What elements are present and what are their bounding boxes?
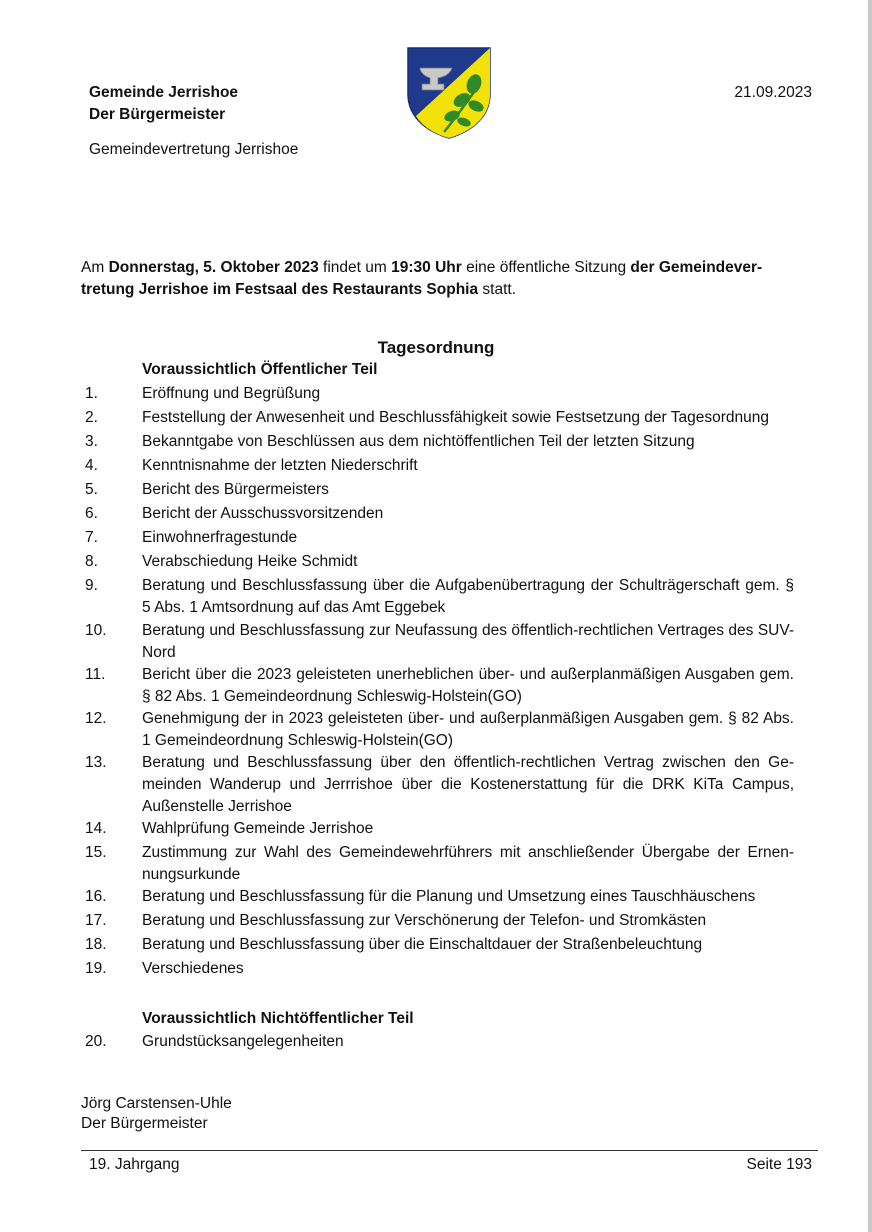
agenda-item-text: Verabschiedung Heike Schmidt (142, 553, 358, 570)
signature-block (81, 1094, 232, 1134)
agenda-item-text: Beratung und Beschlussfassung über den öffentlich-rechtlichen Vertrag zwischen den Ge-meinden Wanderup und Jerrrishoe über die Kostenerstattung für die DRK KiTa Campus, Außenstelle Jerrishoe (142, 754, 794, 815)
agenda-item-text: Feststellung der Anwesenheit und Beschlussfähigkeit sowie Festsetzung der Tagesordnung (142, 409, 769, 426)
signer-role: Der Bürgermeister (81, 1115, 208, 1132)
agenda-item-text: Einwohnerfragestunde (142, 529, 298, 546)
agenda-item-text: Bericht über die 2023 geleisteten unerheblichen über- und außerplanmäßigen Ausgaben gem. § 82 Abs. 1 Gemeindeordnung Schleswig-Holstein(GO) (142, 666, 794, 705)
agenda-item-number: 4. (85, 457, 98, 474)
meeting-announcement (81, 257, 795, 301)
agenda-item-number: 2. (85, 409, 98, 426)
agenda-item-number: 20. (85, 1033, 107, 1050)
agenda-title: Tagesordnung (377, 338, 495, 357)
agenda-item-text: Bericht der Ausschussvorsitzenden (142, 505, 384, 522)
agenda-item-number: 9. (85, 577, 98, 594)
agenda-item-text: Grundstücksangelegenheiten (142, 1033, 344, 1050)
agenda-item-number: 10. (85, 622, 107, 639)
official-title: Der Bürgermeister (89, 106, 226, 123)
agenda-item-number: 5. (85, 481, 98, 498)
agenda-item-number: 16. (85, 888, 107, 905)
agenda-item-text: Zustimmung zur Wahl des Gemeindewehrführers mit anschließender Übergabe der Ernen-nungsurkunde (142, 844, 794, 883)
signer-name: Jörg Carstensen-Uhle (81, 1095, 232, 1112)
agenda-item-number: 7. (85, 529, 98, 546)
agenda-item-number: 17. (85, 912, 107, 929)
agenda-item-text: Beratung und Beschlussfassung zur Verschönerung der Telefon- und Stromkästen (142, 912, 707, 929)
agenda-item-number: 8. (85, 553, 98, 570)
footer-divider (81, 1150, 818, 1151)
agenda-item-number: 13. (85, 754, 107, 771)
page-number: Seite 193 (746, 1156, 812, 1173)
intro-text: findet um (318, 259, 392, 276)
agenda-item-number: 12. (85, 710, 107, 727)
agenda-item-number: 11. (85, 666, 106, 683)
council-name: Gemeindevertretung Jerrishoe (89, 141, 299, 158)
agenda-item-number: 19. (85, 960, 107, 977)
agenda-item-number: 1. (85, 385, 98, 402)
intro-text: Am (81, 259, 109, 276)
agenda-item-number: 18. (85, 936, 107, 953)
meeting-time: 19:30 Uhr (391, 259, 462, 276)
agenda-item-number: 15. (85, 844, 107, 861)
agenda-item-text: Kenntnisnahme der letzten Niederschrift (142, 457, 418, 474)
agenda-item-text: Beratung und Beschlussfassung über die Einschaltdauer der Straßenbeleuchtung (142, 936, 703, 953)
public-section-title: Voraussichtlich Öffentlicher Teil (142, 361, 378, 378)
agenda-item-text: Beratung und Beschlussfassung über die Aufgabenübertragung der Schulträgerschaft gem. § 5 Abs. 1 Amtsordnung auf das Amt Eggebek (142, 577, 794, 616)
municipality-name: Gemeinde Jerrishoe (89, 84, 239, 101)
sender-block (89, 82, 238, 126)
agenda-item-text: Genehmigung der in 2023 geleisteten über- und außerplanmäßigen Ausgaben gem. § 82 Abs. 1 Gemeindeordnung Schleswig-Holstein(GO) (142, 710, 794, 749)
agenda-item-text: Wahlprüfung Gemeinde Jerrishoe (142, 820, 374, 837)
document-date: 21.09.2023 (734, 84, 812, 101)
agenda-item-number: 14. (85, 820, 107, 837)
agenda-item-text: Bekanntgabe von Beschlüssen aus dem nichtöffentlichen Teil der letzten Sitzung (142, 433, 695, 450)
agenda-item-text: Beratung und Beschlussfassung zur Neufassung des öffentlich-rechtlichen Vertrages des SUV-Nord (142, 622, 794, 661)
intro-text: eine öffentliche Sitzung (461, 259, 631, 276)
page-edge (868, 0, 872, 1232)
agenda-item-text: Verschiedenes (142, 960, 244, 977)
agenda-item-number: 3. (85, 433, 98, 450)
agenda-item-text: Beratung und Beschlussfassung für die Planung und Umsetzung eines Tauschhäuschens (142, 888, 756, 905)
volume-label: 19. Jahrgang (89, 1156, 180, 1173)
agenda-item-text: Bericht des Bürgermeisters (142, 481, 329, 498)
agenda-item-number: 6. (85, 505, 98, 522)
agenda-item-text: Eröffnung und Begrüßung (142, 385, 321, 402)
coat-of-arms-anvil-oak-icon (404, 44, 494, 140)
intro-text: statt. (478, 281, 517, 298)
meeting-venue: der Gemeindever-tretung Jerrishoe im Festsaal des Restaurants Sophia (81, 259, 763, 298)
meeting-date: Donnerstag, 5. Oktober 2023 (108, 259, 319, 276)
private-section-title: Voraussichtlich Nichtöffentlicher Teil (142, 1010, 414, 1027)
